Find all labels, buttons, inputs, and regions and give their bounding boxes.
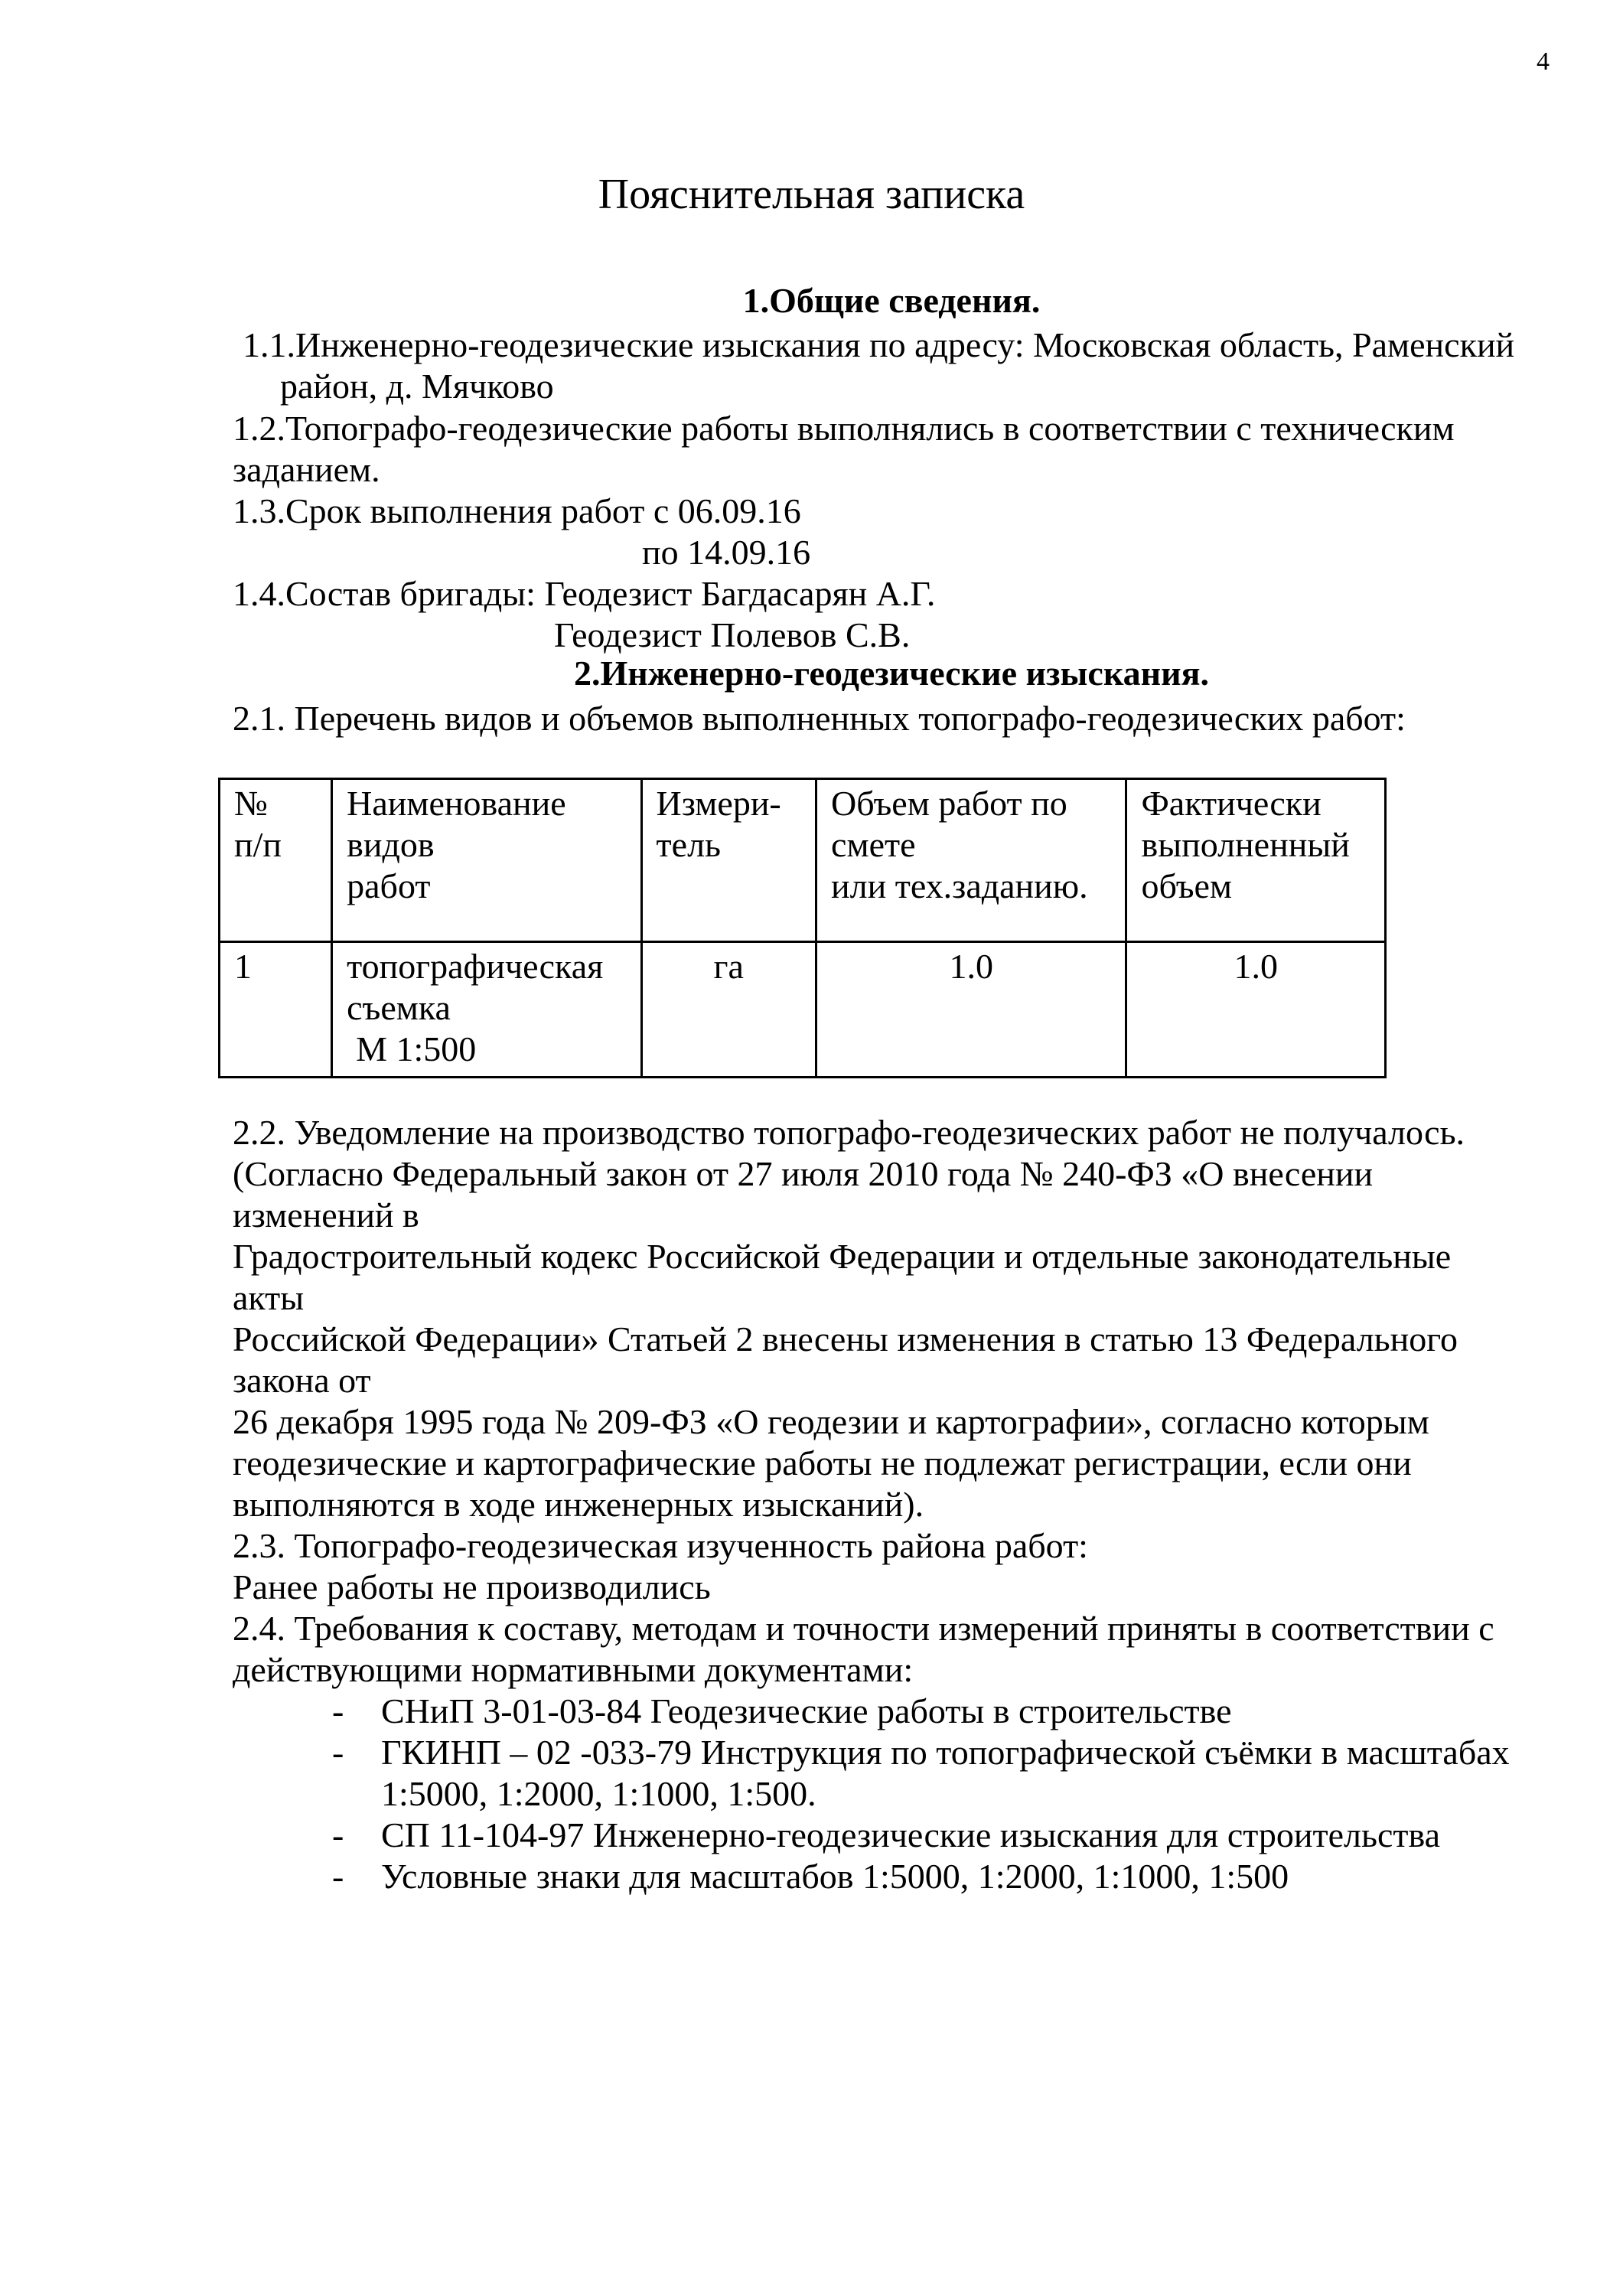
paragraph-2-2-line: изменений в: [233, 1195, 419, 1234]
header-cell-text: или тех.заданию.: [831, 866, 1088, 905]
cell-planned-volume: 1.0: [816, 942, 1126, 1078]
header-cell-text: Измери-: [656, 784, 781, 823]
table-header-row: [220, 779, 1386, 942]
header-cell-text: смете: [831, 825, 916, 864]
paragraph-2-2-line: закона от: [233, 1361, 371, 1400]
works-table: [218, 778, 1387, 1078]
paragraph-2-2-line: выполняются в ходе инженерных изысканий).: [233, 1485, 924, 1524]
paragraph-1-4-line-2: Геодезист Полевов С.В.: [554, 615, 911, 654]
list-bullet: -: [332, 1733, 344, 1772]
paragraph-2-2-line: (Согласно Федеральный закон от 27 июля 2010 года № 240-ФЗ «О внесении: [233, 1154, 1374, 1193]
paragraph-1-3-line-1: 1.3.Срок выполнения работ с 06.09.16: [233, 491, 801, 530]
header-cell-text: объем: [1141, 866, 1233, 905]
header-cell-text: №: [234, 784, 268, 823]
header-unit: [641, 779, 816, 942]
paragraph-1-2-line-2: заданием.: [233, 450, 380, 489]
header-cell-text: Объем работ по: [831, 784, 1067, 823]
header-cell-text: выполненный: [1141, 825, 1350, 864]
paragraph-1-1-line-1: 1.1.Инженерно-геодезические изыскания по адресу: Московская область, Раменский: [243, 325, 1515, 364]
work-name-line: съемка: [347, 988, 451, 1027]
list-item: Условные знаки для масштабов 1:5000, 1:2000, 1:1000, 1:500: [381, 1857, 1289, 1896]
paragraph-1-2-line-1: 1.2.Топографо-геодезические работы выполнялись в соответствии с техническим: [233, 409, 1455, 448]
document-title: Пояснительная записка: [598, 171, 1025, 218]
section-2-heading: 2.Инженерно-геодезические изыскания.: [573, 654, 1210, 693]
page-number: 4: [1537, 47, 1550, 76]
paragraph-2-2-line: 26 декабря 1995 года № 209-ФЗ «О геодезии и картографии», согласно которым: [233, 1402, 1429, 1441]
list-item: СП 11-104-97 Инженерно-геодезические изыскания для строительства: [381, 1815, 1441, 1854]
list-bullet: -: [332, 1815, 344, 1854]
section-1-heading: 1.Общие сведения.: [742, 281, 1041, 320]
paragraph-2-4-line-2: действующими нормативными документами:: [233, 1650, 914, 1689]
work-name-line: топографическая: [347, 947, 604, 986]
cell-unit: га: [641, 942, 816, 1078]
table-row: [220, 942, 1386, 1078]
header-cell-text: работ: [347, 866, 431, 905]
header-cell-text: Наименование: [347, 784, 566, 823]
work-name-scale: М 1:500: [356, 1029, 477, 1068]
paragraph-2-2-line: геодезические и картографические работы не подлежат регистрации, если они: [233, 1443, 1412, 1482]
paragraph-1-3-line-2: по 14.09.16: [642, 533, 811, 572]
paragraph-1-4-line-1: 1.4.Состав бригады: Геодезист Багдасарян А.Г.: [233, 574, 936, 613]
list-item: СНиП 3-01-03-84 Геодезические работы в строительстве: [381, 1691, 1232, 1730]
list-bullet: -: [332, 1857, 344, 1896]
header-actual-volume: [1126, 779, 1386, 942]
paragraph-2-4-line-1: 2.4. Требования к составу, методам и точности измерений приняты в соответствии с: [233, 1609, 1494, 1648]
list-item-continuation: 1:5000, 1:2000, 1:1000, 1:500.: [381, 1774, 816, 1813]
paragraph-2-1: 2.1. Перечень видов и объемов выполненных топографо-геодезических работ:: [233, 699, 1406, 738]
cell-work-name: [332, 942, 641, 1078]
list-bullet: -: [332, 1691, 344, 1730]
paragraph-1-1-line-2: район, д. Мячково: [280, 367, 554, 406]
header-cell-text: п/п: [234, 825, 282, 864]
list-item: ГКИНП – 02 -033-79 Инструкция по топографической съёмки в масштабах: [381, 1733, 1510, 1772]
header-cell-text: Фактически: [1141, 784, 1322, 823]
cell-actual-volume: 1.0: [1126, 942, 1386, 1078]
header-name: [332, 779, 641, 942]
paragraph-2-2-line: акты: [233, 1278, 305, 1317]
header-cell-text: видов: [347, 825, 435, 864]
paragraph-2-2-line: Градостроительный кодекс Российской Федерации и отдельные законодательные: [233, 1237, 1452, 1276]
cell-number: 1: [220, 942, 332, 1078]
header-number: [220, 779, 332, 942]
paragraph-2-2-line: 2.2. Уведомление на производство топографо-геодезических работ не получалось.: [233, 1113, 1465, 1152]
header-planned-volume: [816, 779, 1126, 942]
paragraph-2-3-line-2: Ранее работы не производились: [233, 1567, 711, 1606]
header-cell-text: тель: [656, 825, 721, 864]
paragraph-2-3-line-1: 2.3. Топографо-геодезическая изученность района работ:: [233, 1526, 1088, 1565]
paragraph-2-2-line: Российской Федерации» Статьей 2 внесены изменения в статью 13 Федерального: [233, 1319, 1458, 1358]
